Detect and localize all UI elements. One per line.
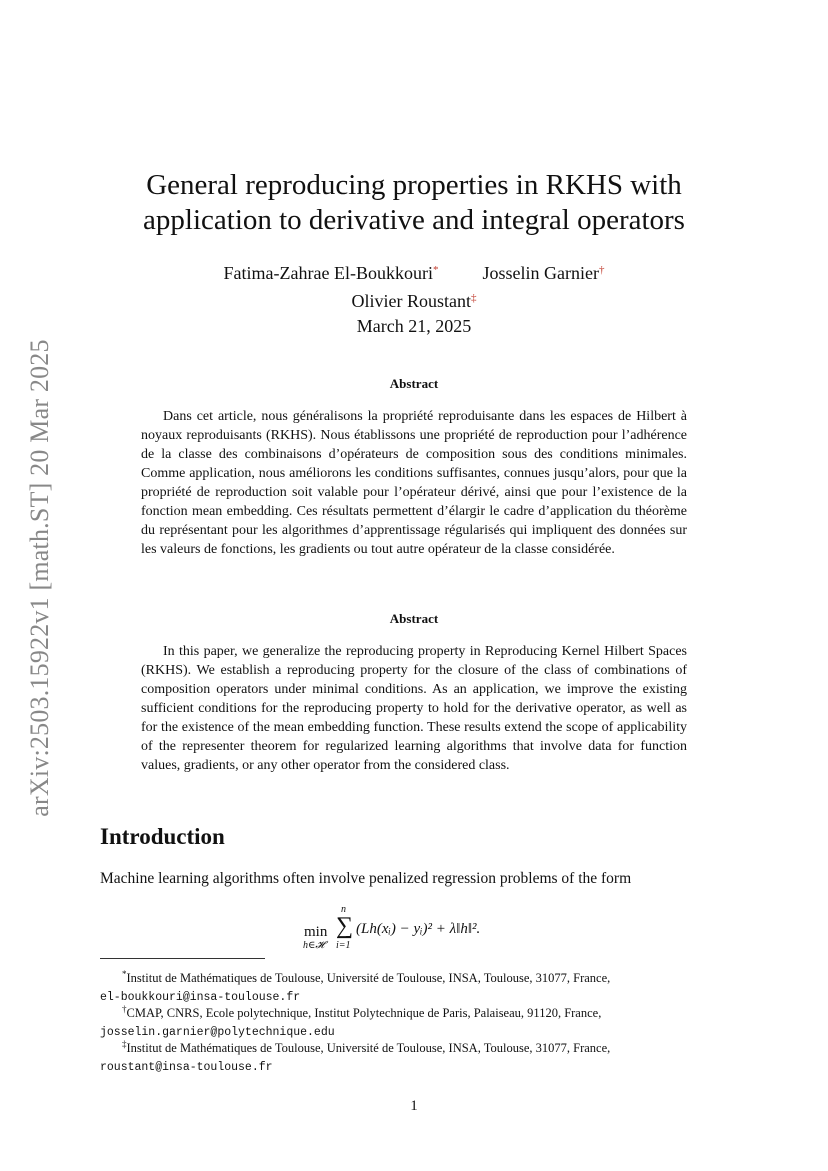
abstract-fr-heading: Abstract: [389, 376, 439, 391]
sum-symbol: ∑: [336, 913, 354, 939]
footnote-3-mark: ‡: [122, 1039, 127, 1049]
footnote-rule: [100, 958, 265, 959]
abstract-en: [141, 642, 687, 775]
author-1-mark[interactable]: *: [432, 264, 439, 276]
footnote-1-text: Institut de Mathématiques de Toulouse, Université de Toulouse, INSA, Toulouse, 31077, France,: [126, 971, 611, 985]
footnote-1-mark: *: [122, 969, 127, 979]
abstract-fr-text: Dans cet article, nous généralisons la propriété reproduisante dans les espaces de Hilbert à noyaux reproduisants (RKHS). Nous établissons une propriété de reproduction pour l’adhérence de la classe des combinaisons d’opérateurs de composition sous des conditions minimales. Comme application, nous améliorons les conditions suffisantes, connues jusqu’alors, pour que la propriété de reproduction soit valable pour l’opérateur dérivé, ainsi que pour l’existence de la fonction mean embedding. Ces résultats permettent d’élargir le cadre d’application du théorème du représentant pour les algorithmes d’apprentissage régularisés qui impliquent des données sur les valeurs de fonctions, les gradients ou tout autre opérateur de la classe considérée.: [141, 409, 687, 557]
equation-body: (Lh(xᵢ) − yᵢ)² + λ‖h‖².: [356, 921, 481, 937]
abstract-en-text: In this paper, we generalize the reproducing property in Reproducing Kernel Hilbert Spaces (RKHS). We establish a reproducing property for the closure of the class of combinations of composition operators under minimal conditions. As an application, we improve the existing sufficient conditions for the reproducing property to hold for the derivative operator, as well as for the existence of the mean embedding function. These results extend the scope of applicability of the representer theorem for regularized learning algorithms that involve data for function values, gradients, or any other operator from the considered class.: [141, 644, 687, 773]
equation-min-subscript: h∈𝓗: [303, 940, 325, 951]
section-heading-introduction: Introduction: [100, 824, 225, 849]
arxiv-stamp: [14, 318, 66, 838]
author-list: [100, 258, 728, 314]
intro-paragraph: Machine learning algorithms often involve penalized regression problems of the form: [100, 870, 632, 887]
author-2-name: Josselin Garnier: [482, 263, 599, 283]
equation-sum-lower: i=1: [336, 940, 351, 951]
equation-min: min: [304, 924, 328, 940]
footnote-3-text: Institut de Mathématiques de Toulouse, Université de Toulouse, INSA, Toulouse, 31077, France,: [126, 1041, 611, 1055]
paper-title: [100, 168, 728, 238]
abstract-en-heading: Abstract: [389, 611, 439, 626]
paper-date: March 21, 2025: [356, 316, 472, 336]
footnote-3: [100, 1035, 728, 1077]
author-1: [224, 258, 439, 286]
title-line-2: application to derivative and integral operators: [143, 204, 685, 236]
author-3-name: Olivier Roustant: [351, 291, 471, 311]
footnote-2-mark: †: [122, 1004, 127, 1014]
footnote-2-text: CMAP, CNRS, Ecole polytechnique, Institut Polytechnique de Paris, Palaiseau, 91120, France,: [126, 1006, 602, 1020]
author-2: [482, 258, 604, 286]
equation-sum-upper: n: [341, 904, 346, 915]
author-1-name: Fatima-Zahrae El-Boukkouri: [223, 263, 433, 283]
page-number: 1: [410, 1098, 418, 1114]
footnote-1-email[interactable]: el-boukkouri@insa-toulouse.fr: [100, 991, 301, 1004]
footnote-3-email[interactable]: roustant@insa-toulouse.fr: [100, 1061, 273, 1074]
arxiv-stamp-text: arXiv:2503.15922v1 [math.ST] 20 Mar 2025: [25, 339, 54, 817]
title-line-1: General reproducing properties in RKHS with: [146, 169, 682, 201]
abstract-fr: [141, 407, 687, 559]
footnote-2-email[interactable]: josselin.garnier@polytechnique.edu: [100, 1026, 335, 1039]
regression-equation: [294, 904, 534, 952]
author-2-mark[interactable]: †: [598, 264, 605, 276]
author-3: [352, 286, 477, 314]
author-3-mark[interactable]: ‡: [471, 292, 477, 304]
